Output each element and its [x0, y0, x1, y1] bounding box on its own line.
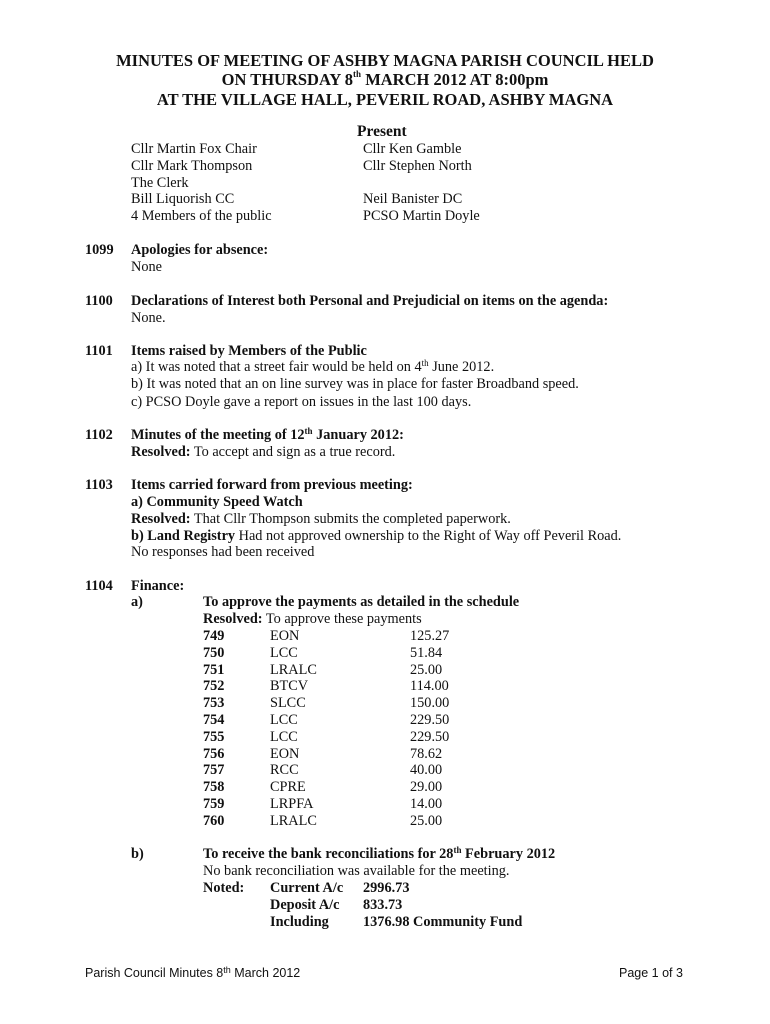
item-1102-heading-text-end: January 2012: — [312, 427, 404, 443]
payment-amount: 114.00 — [410, 678, 449, 695]
item-1103-heading: Items carried forward from previous meeting: — [131, 477, 413, 493]
item-1104-resolved — [203, 611, 422, 628]
present-attendee: Cllr Ken Gamble — [363, 141, 462, 157]
item-number-1100: 1100 — [85, 293, 113, 309]
payment-number: 749 — [203, 628, 225, 644]
resolved-label: Resolved: — [131, 444, 191, 460]
footer-left-text: Parish Council Minutes 8 — [85, 966, 224, 980]
item-1101-a — [131, 359, 494, 376]
footer-left — [85, 966, 300, 980]
item-1102-heading — [131, 427, 404, 444]
account-label: Current A/c — [270, 880, 344, 896]
present-attendee: Bill Liquorish CC — [131, 191, 235, 208]
item-number-1099: 1099 — [85, 242, 114, 258]
item-1103-b-label: b) Land Registry — [131, 528, 236, 544]
payment-payee: BTCV — [270, 678, 309, 695]
resolved-text: To approve these payments — [262, 611, 422, 627]
title-line-2-text-end: MARCH 2012 AT 8:00pm — [361, 70, 549, 89]
payment-payee: EON — [270, 745, 300, 762]
present-attendee: Neil Banister DC — [363, 191, 463, 208]
item-1104-b-heading-text: To receive the bank reconciliations for 28 — [203, 846, 454, 862]
payment-payee: RCC — [270, 762, 299, 779]
item-1101-heading: Items raised by Members of the Public — [131, 343, 367, 359]
item-1104-b-text: No bank reconciliation was available for the meeting. — [203, 863, 510, 879]
present-attendee: 4 Members of the public — [131, 208, 272, 225]
payment-number: 759 — [203, 796, 225, 812]
payment-number: 753 — [203, 695, 225, 712]
payment-payee: LCC — [270, 712, 298, 728]
payment-number: 758 — [203, 779, 225, 796]
item-1104-b-heading-text-end: February 2012 — [461, 846, 556, 862]
footer-sup: th — [223, 965, 231, 975]
payment-number: 760 — [203, 812, 225, 829]
item-1102-heading-text: Minutes of the meeting of 12 — [131, 427, 305, 443]
item-1104-a-label: a) — [131, 594, 143, 610]
payment-payee: EON — [270, 628, 300, 644]
present-attendee: Cllr Mark Thompson — [131, 157, 253, 174]
payment-number: 752 — [203, 678, 225, 695]
payment-amount: 229.50 — [410, 728, 450, 745]
payment-amount: 40.00 — [410, 762, 443, 779]
item-number-1101: 1101 — [85, 343, 113, 359]
title-line-2-text: ON THURSDAY 8 — [221, 70, 354, 89]
item-number-1104: 1104 — [85, 578, 113, 594]
present-attendee: PCSO Martin Doyle — [363, 208, 480, 225]
payment-payee: CPRE — [270, 779, 306, 796]
resolved-text: To accept and sign as a true record. — [190, 444, 396, 460]
item-1101-b: b) It was noted that an on line survey was in place for faster Broadband speed. — [131, 376, 579, 392]
payment-amount: 14.00 — [410, 796, 443, 812]
payment-amount: 78.62 — [410, 745, 443, 762]
item-1103-resolved — [131, 511, 511, 528]
payment-number: 750 — [203, 644, 225, 661]
item-1099-heading: Apologies for absence: — [131, 242, 269, 258]
account-value: 1376.98 Community Fund — [363, 914, 523, 930]
payment-amount: 29.00 — [410, 779, 443, 796]
payment-payee: LRALC — [270, 661, 317, 678]
payment-amount: 25.00 — [410, 661, 443, 678]
item-1103-a-heading: a) Community Speed Watch — [131, 494, 303, 510]
item-number-1103: 1103 — [85, 477, 113, 493]
payment-amount: 150.00 — [410, 695, 450, 712]
present-attendee: Cllr Stephen North — [363, 157, 472, 174]
payment-payee: LRALC — [270, 812, 317, 829]
noted-label: Noted: — [203, 880, 245, 896]
item-1102-resolved — [131, 444, 395, 461]
item-1103-b — [131, 528, 621, 545]
payment-number: 751 — [203, 661, 225, 678]
account-value: 833.73 — [363, 897, 403, 913]
item-1104-b-heading-sup: th — [453, 845, 462, 855]
item-1101-a-text: a) It was noted that a street fair would be held on 4 — [131, 359, 422, 375]
present-attendee: The Clerk — [131, 174, 189, 191]
title-line-2 — [0, 70, 770, 90]
present-attendee: Cllr Martin Fox Chair — [131, 141, 257, 157]
resolved-label: Resolved: — [203, 611, 263, 627]
item-1103-b-text: Had not approved ownership to the Right of Way off Peveril Road. — [235, 528, 622, 544]
footer-page-number: Page 1 of 3 — [619, 966, 683, 980]
payment-amount: 125.27 — [410, 628, 450, 644]
footer-left-text-end: March 2012 — [230, 966, 301, 980]
title-line-3: AT THE VILLAGE HALL, PEVERIL ROAD, ASHBY MAGNA — [156, 90, 614, 109]
payment-payee: SLCC — [270, 695, 306, 712]
payment-number: 754 — [203, 712, 225, 728]
title-line-1: MINUTES OF MEETING OF ASHBY MAGNA PARISH COUNCIL HELD — [116, 51, 654, 70]
item-1101-c: c) PCSO Doyle gave a report on issues in the last 100 days. — [131, 394, 472, 410]
item-number-1102: 1102 — [85, 427, 113, 443]
title-sup: th — [353, 69, 362, 79]
account-value: 2996.73 — [363, 880, 410, 896]
resolved-label: Resolved: — [131, 511, 191, 527]
item-1102-heading-sup: th — [304, 426, 313, 436]
payment-payee: LCC — [270, 644, 298, 661]
item-1104-b-heading — [203, 846, 555, 863]
item-1104-a-heading: To approve the payments as detailed in the schedule — [203, 594, 520, 610]
item-1100-text: None. — [131, 310, 166, 326]
resolved-text: That Cllr Thompson submits the completed paperwork. — [190, 511, 511, 527]
payment-number: 757 — [203, 762, 225, 779]
payment-amount: 229.50 — [410, 712, 450, 728]
payment-payee: LCC — [270, 728, 298, 745]
item-1101-a-sup: th — [421, 358, 429, 368]
payment-number: 755 — [203, 728, 225, 745]
item-1103-b-line2: No responses had been received — [131, 544, 315, 560]
payment-amount: 25.00 — [410, 812, 443, 829]
item-1104-heading: Finance: — [131, 578, 185, 594]
item-1100-heading: Declarations of Interest both Personal and Prejudicial on items on the agenda: — [131, 293, 609, 309]
payment-amount: 51.84 — [410, 644, 443, 661]
item-1104-b-label: b) — [131, 846, 144, 862]
account-label: Deposit A/c — [270, 897, 340, 913]
item-1101-a-text-end: June 2012. — [428, 359, 495, 375]
payment-payee: LRPFA — [270, 796, 314, 812]
account-label: Including — [270, 914, 329, 930]
item-1099-text: None — [131, 259, 162, 275]
present-heading: Present — [357, 123, 407, 140]
payment-number: 756 — [203, 745, 225, 762]
